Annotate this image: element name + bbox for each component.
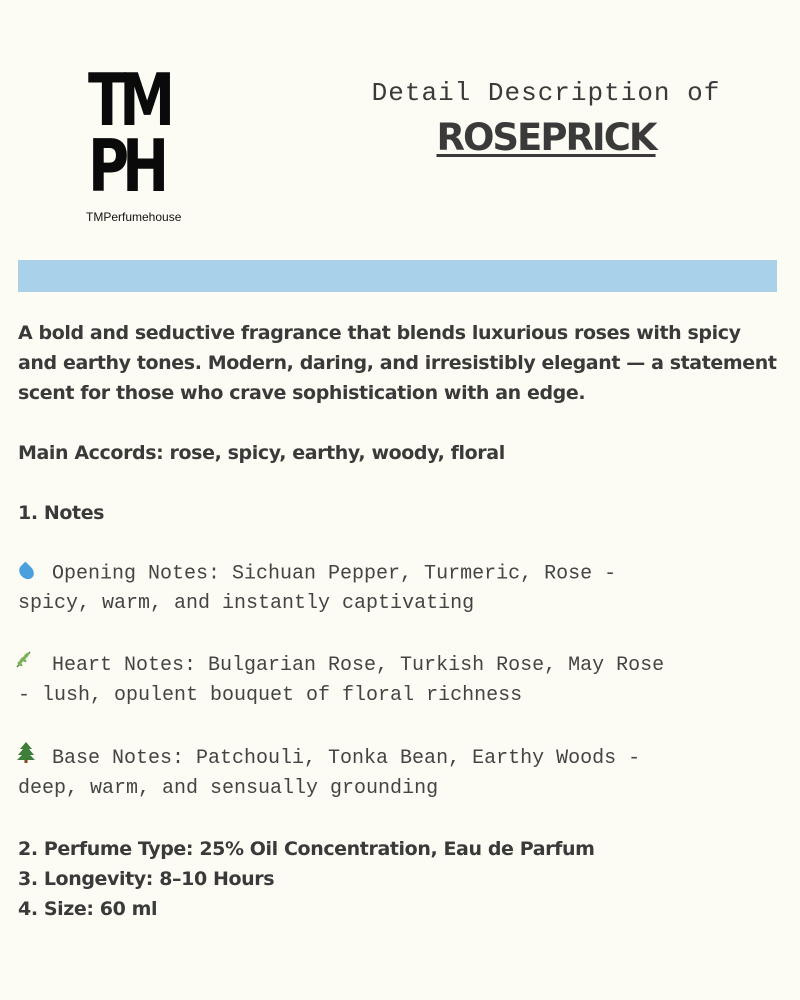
description-content [18,318,778,924]
notes-heading: 1. Notes [18,502,105,524]
page-heading [340,78,752,159]
longevity: 3. Longevity: 8–10 Hours [18,868,275,891]
opening-notes [18,558,778,619]
heading-line: Detail Description of [371,78,721,108]
brand-logo [82,58,202,228]
logo-monogram-line-1: TM [88,58,169,142]
base-notes-line-1: Base Notes: Patchouli, Tonka Bean, Earthy Woods - [52,746,641,770]
divider-bar [18,260,777,292]
main-accords: Main Accords: rose, spicy, earthy, woody, floral [18,442,505,464]
opening-notes-line-2: spicy, warm, and instantly captivating [18,592,475,616]
product-description: A bold and seductive fragrance that blends luxurious roses with spicy and earthy tones. Modern, daring, and irresistibly elegant — a statement scent for those who crave sophistication with an edge. [18,322,777,404]
logo-caption: TMPerfumehouse [86,210,182,224]
logo-monogram-line-2: PH [88,124,163,208]
heart-notes-line-1: Heart Notes: Bulgarian Rose, Turkish Rose, May Rose [52,654,665,678]
base-notes [18,741,778,804]
logo-monogram [88,58,177,208]
perfume-type: 2. Perfume Type: 25% Oil Concentration, Eau de Parfum [18,838,595,861]
droplet-icon [18,558,52,588]
base-notes-line-2: deep, warm, and sensually grounding [18,777,439,801]
product-name: ROSEPRICK [436,116,656,159]
opening-notes-line-1: Opening Notes: Sichuan Pepper, Turmeric, Rose - [52,562,617,586]
evergreen-tree-icon [18,741,52,774]
size: 4. Size: 60 ml [18,898,158,921]
heart-notes [18,649,778,711]
heart-notes-line-2: - lush, opulent bouquet of floral richness [18,684,523,708]
herb-icon [18,649,52,680]
